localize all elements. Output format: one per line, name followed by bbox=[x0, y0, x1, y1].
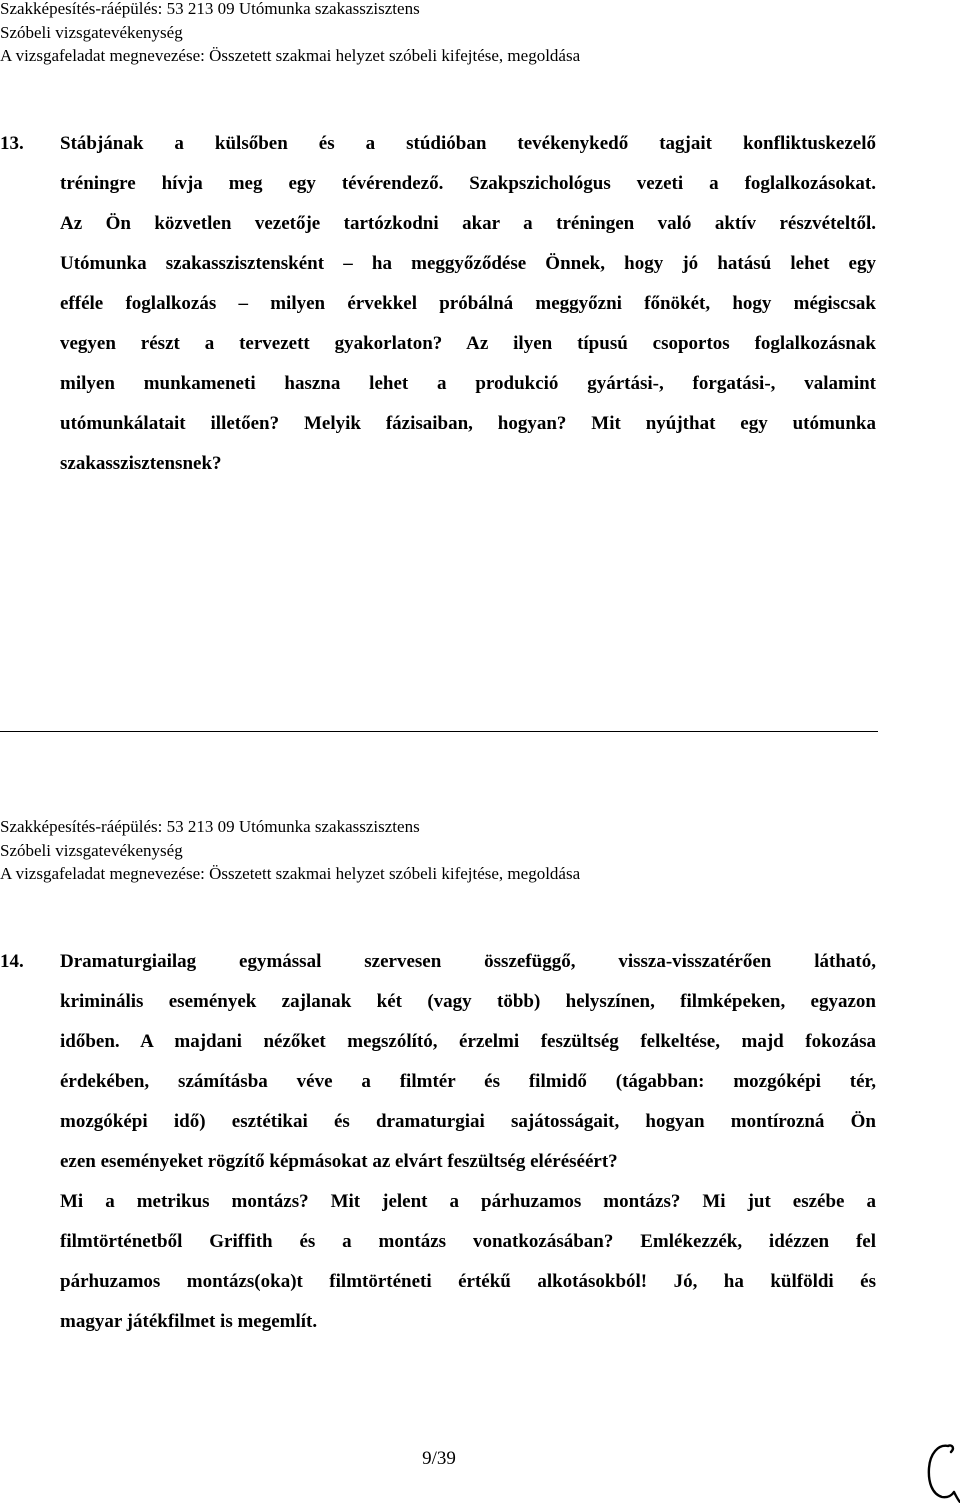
question-text bbox=[60, 942, 876, 1342]
header-exam-type: Szóbeli vizsgatevékenység bbox=[0, 22, 183, 42]
question-line: milyen munkameneti haszna lehet a produkció gyártási-, forgatási-, valamint bbox=[60, 373, 876, 394]
question-line: tréningre hívja meg egy tévérendező. Szakpszichológus vezeti a foglalkozásokat. bbox=[60, 173, 876, 194]
question-line: időben. A majdani nézőket megszólító, érzelmi feszültség felkeltése, majd fokozása bbox=[60, 1031, 876, 1052]
page-number: 9/39 bbox=[422, 1448, 456, 1469]
question-line: Dramaturgiailag egymással szervesen összefüggő, vissza-visszatérően látható, bbox=[60, 951, 876, 972]
question-line: mozgóképi idő) esztétikai és dramaturgiai sajátosságait, hogyan montírozná Ön bbox=[60, 1111, 876, 1132]
separator-rule bbox=[0, 731, 878, 732]
question-line: szakasszisztensnek? bbox=[60, 453, 222, 474]
question-line: Az Ön közvetlen vezetője tartózkodni akar a tréningen való aktív részvételtől. bbox=[60, 213, 876, 234]
header-qualification: Szakképesítés-ráépülés: 53 213 09 Utómunka szakasszisztens bbox=[0, 817, 420, 836]
question-line: Utómunka szakasszisztensként – ha meggyőződése Önnek, hogy jó hatású lehet egy bbox=[60, 253, 876, 274]
question-line: utómunkálatait illetően? Melyik fázisaiban, hogyan? Mit nyújthat egy utómunka bbox=[60, 413, 876, 434]
question-line: efféle foglalkozás – milyen érvekkel próbálná meggyőzni főnökét, hogy mégiscsak bbox=[60, 293, 876, 314]
header-qualification: Szakképesítés-ráépülés: 53 213 09 Utómunka szakasszisztens bbox=[0, 0, 420, 18]
question-line: párhuzamos montázs(oka)t filmtörténeti értékű alkotásokból! Jó, ha külföldi és bbox=[60, 1271, 876, 1292]
header-task-name: A vizsgafeladat megnevezése: Összetett szakmai helyzet szóbeli kifejtése, megoldása bbox=[0, 46, 581, 65]
page-header bbox=[0, 815, 580, 886]
question-line: érdekében, számításba véve a filmtér és filmidő (tágabban: mozgóképi tér, bbox=[60, 1071, 876, 1092]
question-line: ezen eseményeket rögzítő képmásokat az elvárt feszültség eléréséért? bbox=[60, 1151, 618, 1172]
question-line: vegyen részt a tervezett gyakorlaton? Az ilyen típusú csoportos foglalkozásnak bbox=[60, 333, 876, 354]
question-line: magyar játékfilmet is megemlít. bbox=[60, 1311, 318, 1332]
question-line: filmtörténetből Griffith és a montázs vonatkozásában? Emlékezzék, idézzen fel bbox=[60, 1231, 876, 1252]
question-text bbox=[60, 124, 876, 484]
page-header bbox=[0, 0, 580, 68]
question-line: Stábjának a külsőben és a stúdióban tevékenykedő tagjait konfliktuskezelő bbox=[60, 133, 876, 154]
question-number: 14. bbox=[0, 951, 24, 972]
header-exam-type: Szóbeli vizsgatevékenység bbox=[0, 840, 183, 860]
handwritten-mark-icon bbox=[918, 1440, 960, 1503]
question-number: 13. bbox=[0, 133, 24, 154]
question-line: Mi a metrikus montázs? Mit jelent a párhuzamos montázs? Mi jut eszébe a bbox=[60, 1191, 876, 1212]
question-line: kriminális események zajlanak két (vagy több) helyszínen, filmképeken, egyazon bbox=[60, 991, 876, 1012]
header-task-name: A vizsgafeladat megnevezése: Összetett szakmai helyzet szóbeli kifejtése, megoldása bbox=[0, 864, 581, 883]
